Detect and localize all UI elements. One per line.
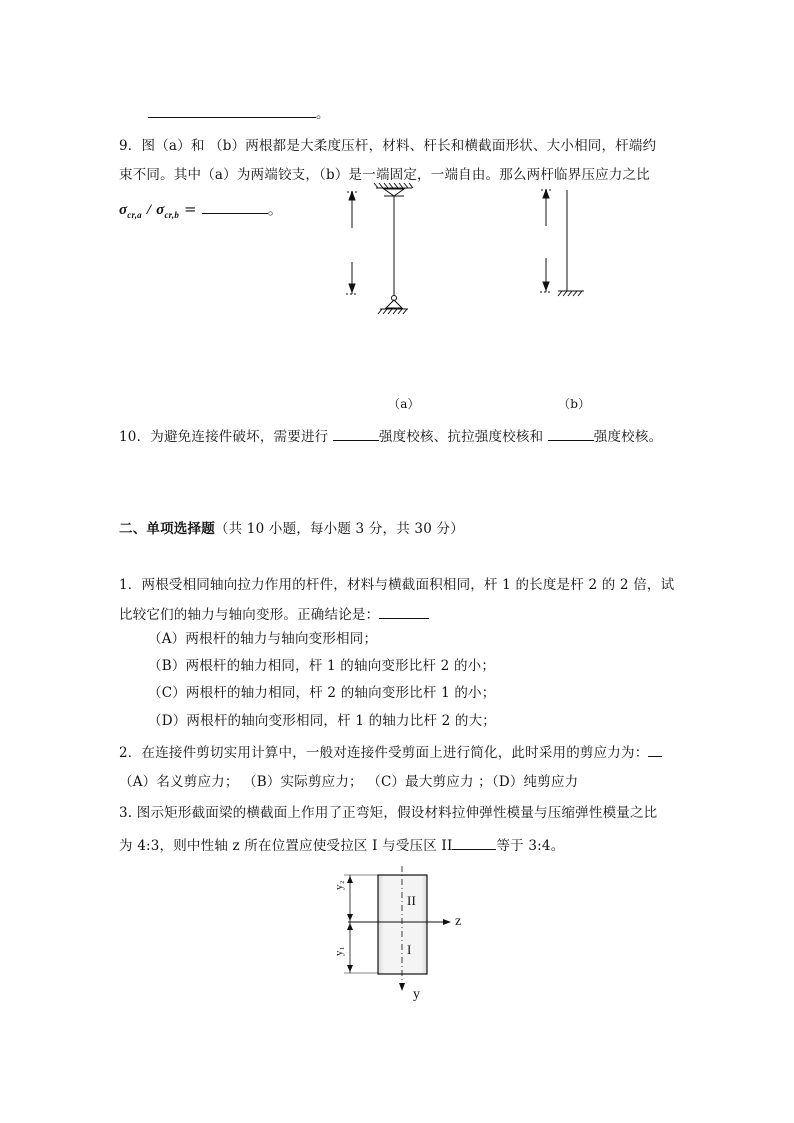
c1-option-d[interactable]: （D）两根杆的轴向变形相同，杆 1 的轴力比杆 2 的大； [148,713,496,729]
c3-line2: 为 4:3，则中性轴 z 所在位置应使受拉区 I 与受压区 II 等于 3:4。 [119,835,564,855]
sigma-symbol-2: σ [156,202,165,218]
figure-label-a: （a） [388,397,420,411]
equals-sign: = [184,200,197,218]
dim-label-y1: y₁ [333,946,345,956]
axis-label-y: y [413,987,421,1002]
region-label-ii: II [407,893,417,908]
c1-option-a[interactable]: （A）两根杆的轴力与轴向变形相同； [148,631,378,647]
c3-line1: 3. 图示矩形截面梁的横截面上作用了正弯矩，假设材料拉伸弹性模量与压缩弹性模量之比 [119,805,658,821]
c1-line1: 1．两根受相同轴向拉力作用的杆件，材料与横截面积相同，杆 1 的长度是杆 2 的 2 倍，试 [119,577,675,593]
c1-option-b[interactable]: （B）两根杆的轴力相同，杆 1 的轴向变形比杆 2 的小； [148,658,496,674]
region-label-i: I [407,942,412,957]
c2-line2[interactable]: （A）名义剪应力； （B）实际剪应力； （C）最大剪应力 ；（D）纯剪应力 [119,774,579,790]
section-note: （共 10 小题，每小题 3 分，共 30 分） [214,521,464,537]
section-title: 二、单项选择题 [119,521,215,537]
c1-line2: 比较它们的轴力与轴向变形。正确结论是： [119,604,429,624]
subscript-b: cr,b [164,210,180,220]
q8-answer-line: 。 [148,103,330,123]
q10-line: 10．为避免连接件破坏，需要进行 强度校核、抗拉强度校核和 强度校核。 [119,426,662,446]
q9-formula: $\sigma_{cr,a} / \sigma_{cr,b}$ = 。 [119,200,283,220]
c2-line1: 2．在连接件剪切实用计算中，一般对连接件受剪面上进行简化，此时采用的剪应力为： [119,742,662,762]
axis-label-z: z [455,914,462,929]
q9-line1: 9．图（a）和 （b）两根都是大柔度压杆，材料、杆长和横截面形状、大小相同，杆端约 [119,138,657,154]
sigma-symbol: σ [119,202,128,218]
beam-cross-section [378,875,427,974]
subscript-a: cr,a [127,210,142,220]
q9-line2: 束不同。其中（a）为两端铰支，（b）是一端固定，一端自由。那么两杆临界压应力之比 [119,167,650,183]
c1-option-c[interactable]: （C）两根杆的轴力相同，杆 2 的轴向变形比杆 1 的小； [148,685,496,701]
dim-label-y2: y₂ [333,880,345,890]
figure-label-b: （b） [558,397,591,411]
slash-symbol: / [146,202,152,218]
